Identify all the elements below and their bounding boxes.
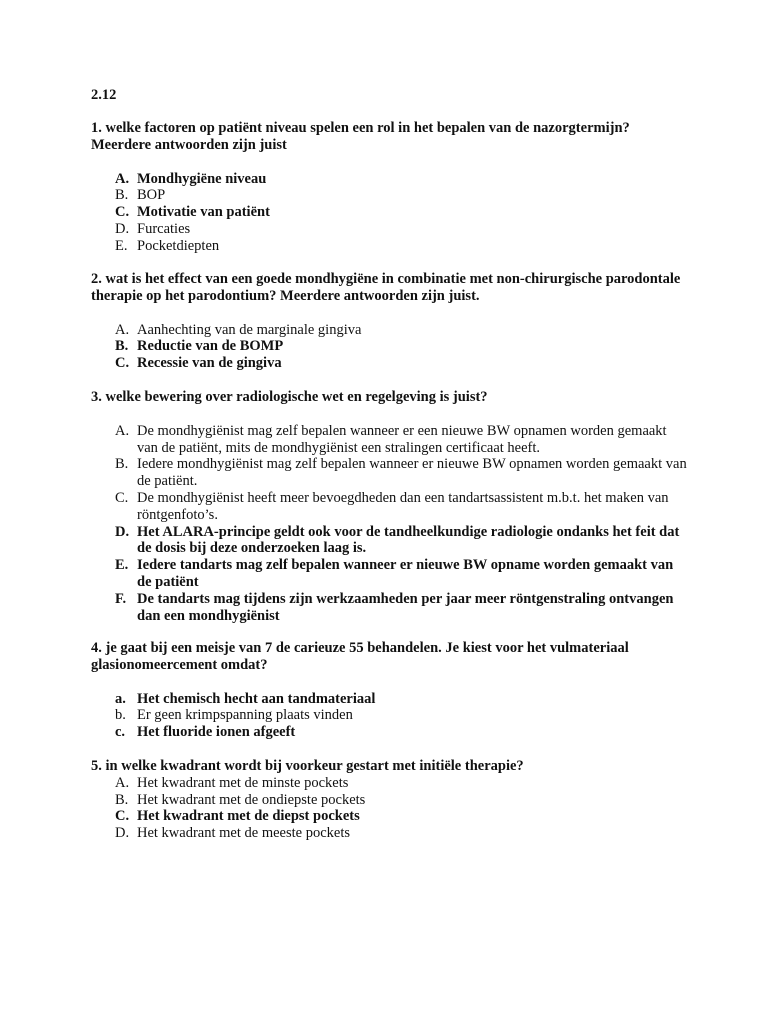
question-3-options — [91, 423, 691, 625]
option-letter: E. — [115, 557, 129, 574]
option-letter: C. — [115, 355, 130, 372]
option-letter: B. — [115, 338, 129, 355]
option-text: Aanhechting van de marginale gingiva — [137, 321, 362, 338]
option-4c — [91, 724, 691, 741]
option-5a — [91, 775, 691, 792]
option-letter: A. — [115, 774, 130, 791]
option-letter: C. — [115, 489, 129, 506]
option-5c — [91, 808, 691, 825]
question-2-options — [91, 322, 691, 372]
option-text: Iedere tandarts mag zelf bepalen wanneer er nieuwe BW opname worden gemaakt van de patiënt — [137, 557, 674, 590]
option-3e — [91, 557, 691, 591]
option-text: De mondhygiënist mag zelf bepalen wanneer er een nieuwe BW opnamen worden gemaakt van de patiënt, mits de mondhygiënist een stralingen certificaat heeft. — [137, 422, 667, 456]
option-letter: E. — [115, 237, 128, 254]
option-4b — [91, 707, 691, 724]
option-text: Het kwadrant met de diepst pockets — [137, 808, 360, 825]
option-text: Reductie van de BOMP — [137, 338, 284, 355]
option-1d — [91, 221, 691, 238]
question-3-text: 3. welke bewering over radiologische wet en regelgeving is juist? — [91, 389, 488, 405]
option-letter: A. — [115, 170, 130, 187]
question-1 — [91, 120, 691, 255]
option-letter: B. — [115, 456, 129, 473]
option-3c — [91, 490, 691, 524]
option-4a — [91, 691, 691, 708]
option-letter: C. — [115, 808, 130, 825]
option-text: Recessie van de gingiva — [137, 355, 282, 372]
option-text: De mondhygiënist heeft meer bevoegdheden dan een tandartsassistent m.b.t. het maken van röntgenfoto’s. — [137, 489, 669, 523]
question-2 — [91, 271, 691, 372]
question-5-text: 5. in welke kwadrant wordt bij voorkeur gestart met initiële therapie? — [91, 758, 524, 774]
option-text: Er geen krimpspanning plaats vinden — [137, 707, 353, 724]
option-letter: D. — [115, 523, 130, 540]
option-text: De tandarts mag tijdens zijn werkzaamheden per jaar meer röntgenstraling ontvangen dan een mondhygiënist — [137, 590, 674, 624]
option-text: BOP — [137, 187, 166, 204]
option-text: Mondhygiëne niveau — [137, 170, 267, 187]
option-1c — [91, 204, 691, 221]
question-4-text: 4. je gaat bij een meisje van 7 de carieuze 55 behandelen. Je kiest voor het vulmateriaal glasionomeercement omdat? — [91, 640, 629, 673]
option-3a — [91, 423, 691, 457]
option-letter: D. — [115, 825, 130, 842]
option-letter: F. — [115, 590, 127, 607]
option-3d — [91, 524, 691, 558]
question-1-options — [91, 171, 691, 255]
option-letter: a. — [115, 690, 126, 707]
option-5b — [91, 792, 691, 809]
option-text: Het ALARA-principe geldt ook voor de tandheelkundige radiologie ondanks het feit dat de dosis bij deze onderzoeken laag is. — [137, 523, 680, 557]
question-1-text: 1. welke factoren op patiënt niveau spelen een rol in het bepalen van de nazorgtermijn? Meerdere antwoorden zijn juist — [91, 120, 630, 153]
option-text: Het fluoride ionen afgeeft — [137, 724, 296, 741]
option-letter: B. — [115, 187, 129, 204]
option-letter: D. — [115, 220, 130, 237]
question-4 — [91, 640, 691, 741]
option-text: Iedere mondhygiënist mag zelf bepalen wanneer er nieuwe BW opnamen worden gemaakt van de patiënt. — [137, 456, 687, 490]
option-letter: c. — [115, 724, 126, 741]
question-3 — [91, 389, 691, 624]
option-letter: B. — [115, 791, 129, 808]
option-text: Pocketdiepten — [137, 237, 220, 254]
option-1a — [91, 171, 691, 188]
option-text: Het kwadrant met de ondiepste pockets — [137, 791, 366, 808]
option-1b — [91, 187, 691, 204]
option-letter: A. — [115, 422, 130, 439]
option-3f — [91, 591, 691, 625]
option-text: Motivatie van patiënt — [137, 204, 270, 221]
option-3b — [91, 456, 691, 490]
question-5-options — [91, 775, 691, 842]
option-1e — [91, 238, 691, 255]
option-text: Het kwadrant met de minste pockets — [137, 774, 349, 791]
option-5d — [91, 825, 691, 842]
question-2-text: 2. wat is het effect van een goede mondhygiëne in combinatie met non-chirurgische parodontale therapie op het parodontium? Meerdere antwoorden zijn juist. — [91, 271, 681, 304]
question-4-options — [91, 691, 691, 741]
option-letter: C. — [115, 204, 130, 221]
option-letter: b. — [115, 707, 126, 724]
option-2a — [91, 322, 691, 339]
option-letter: A. — [115, 321, 130, 338]
option-text: Het kwadrant met de meeste pockets — [137, 825, 350, 842]
option-2c — [91, 355, 691, 372]
question-5 — [91, 758, 691, 842]
option-2b — [91, 338, 691, 355]
option-text: Het chemisch hecht aan tandmateriaal — [137, 690, 376, 707]
section-number: 2.12 — [91, 87, 117, 103]
option-text: Furcaties — [137, 220, 191, 237]
